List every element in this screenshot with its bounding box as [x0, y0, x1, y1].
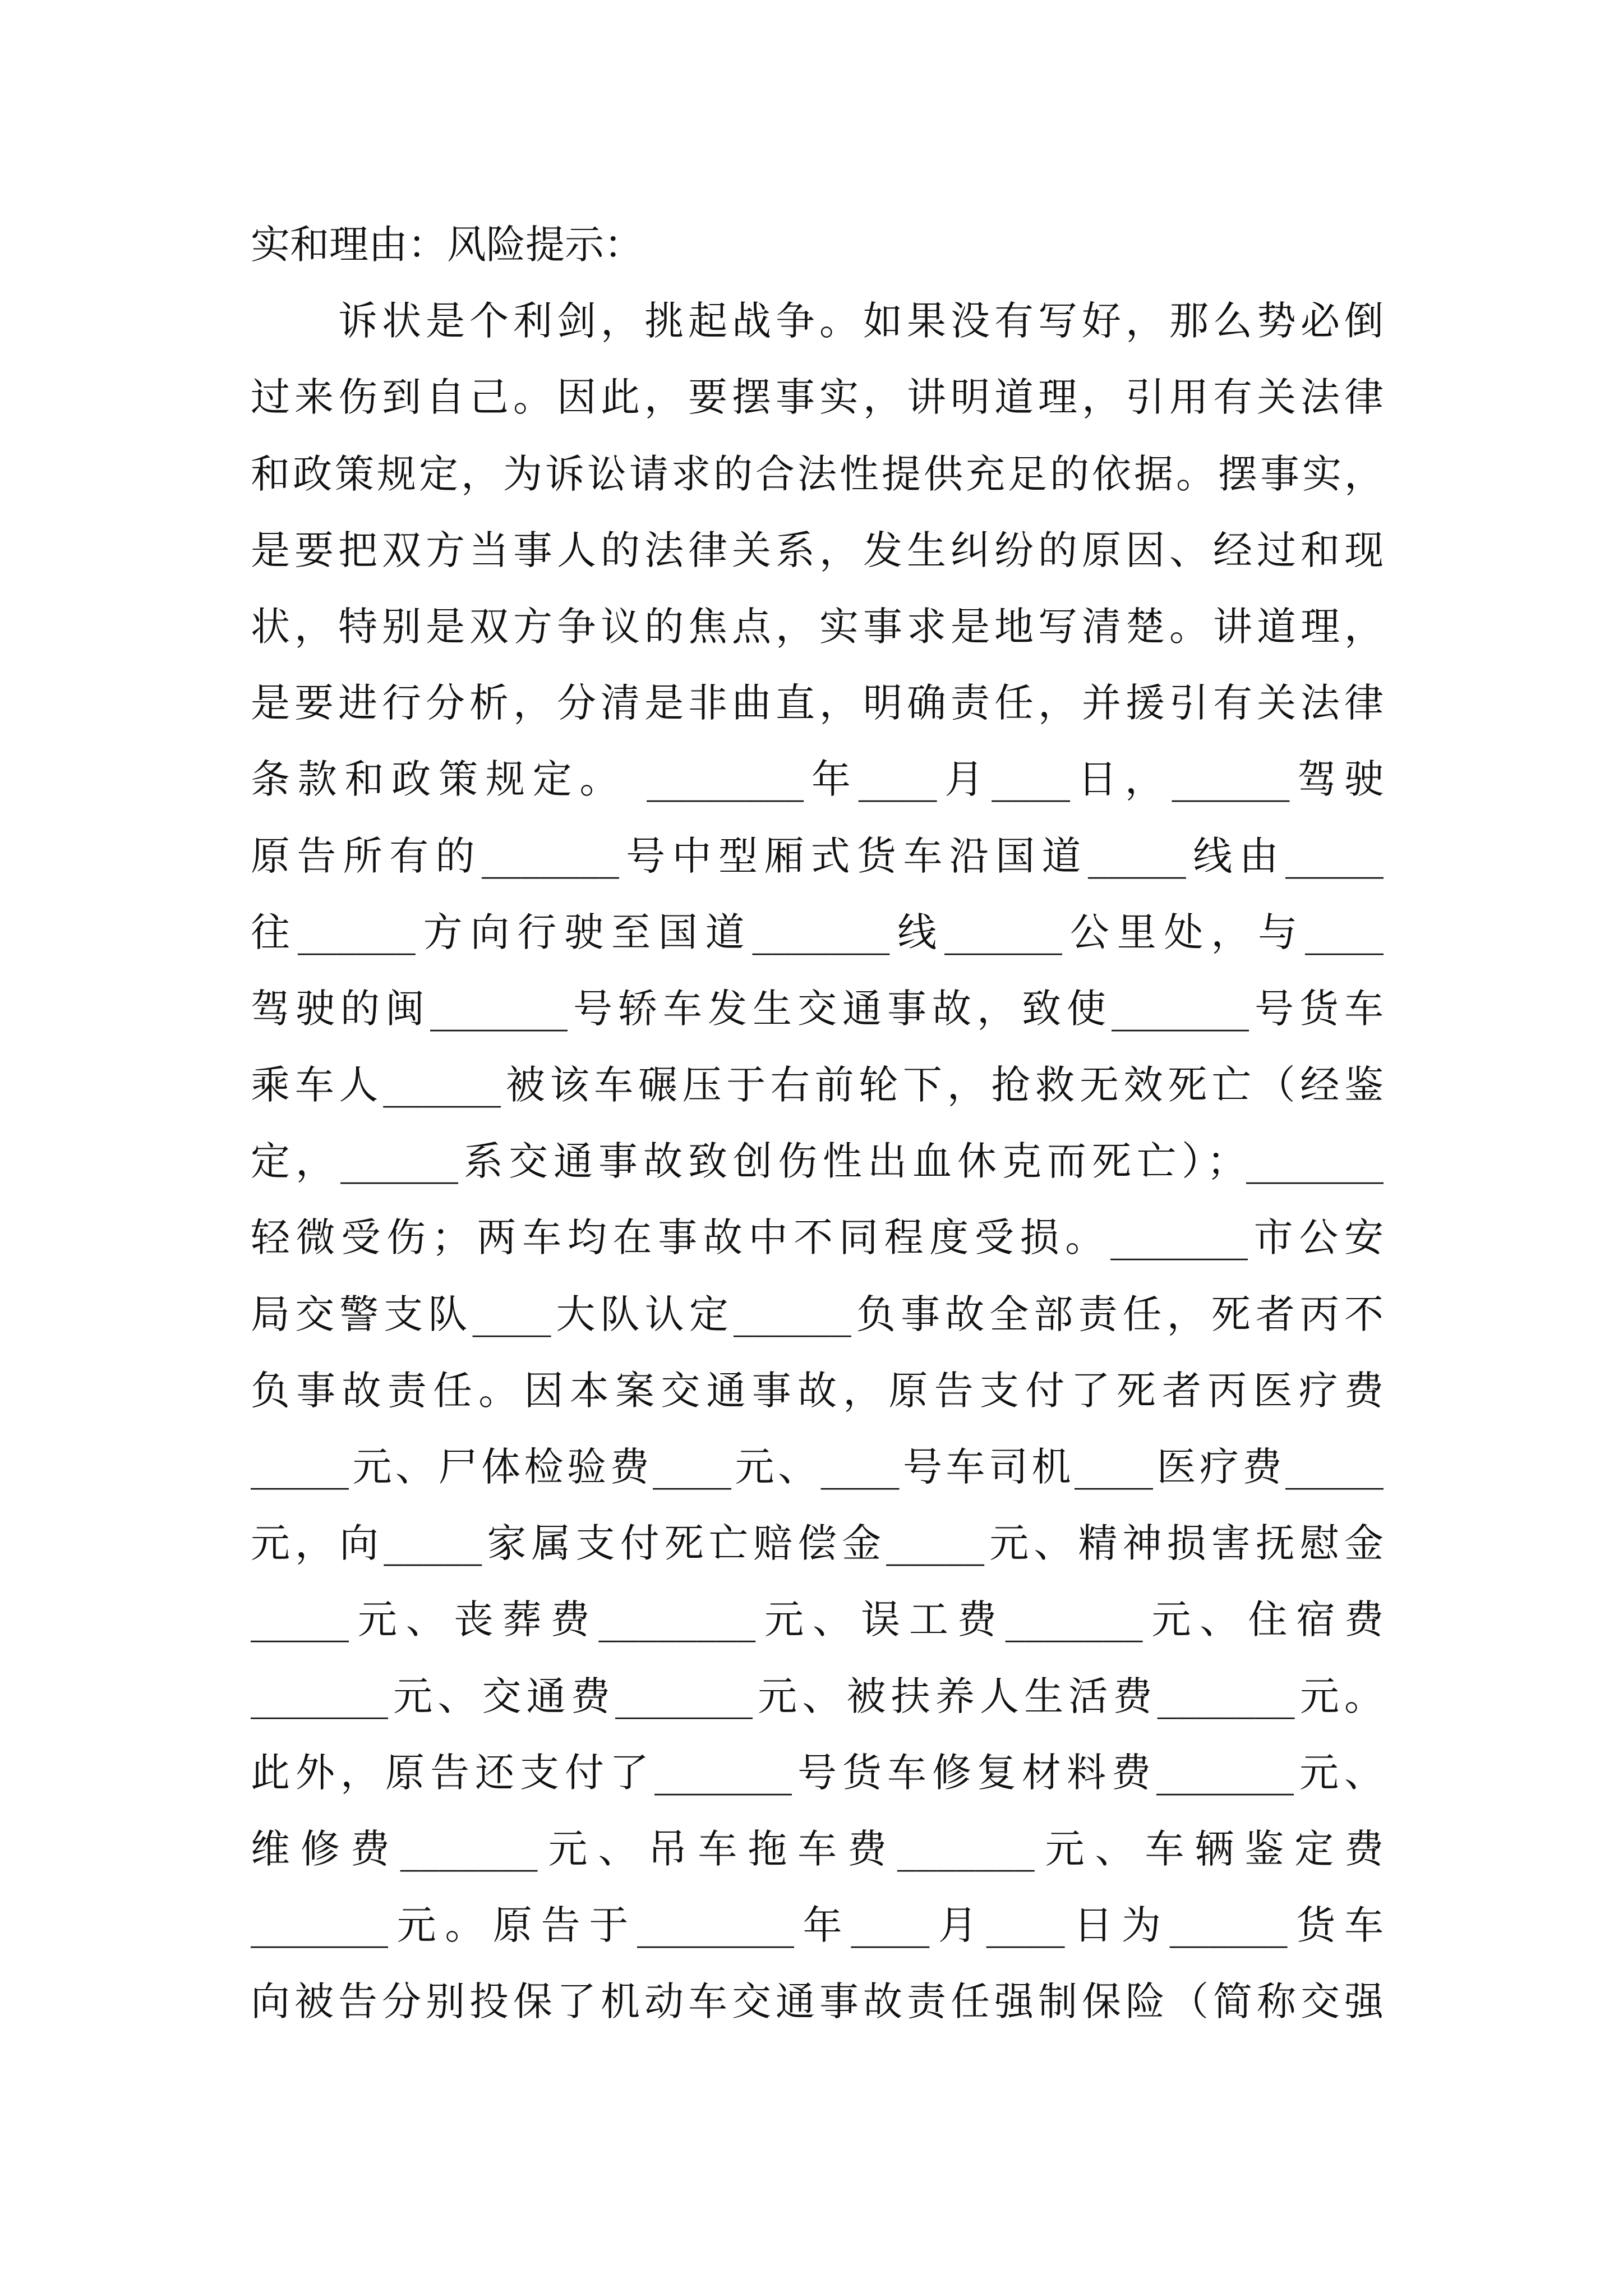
text-line: 是要把双方当事人的法律关系，发生纠纷的原因、经过和现 [251, 527, 1384, 573]
text-line: 原告所有的_______号中型厢式货车沿国道_____线由_____ [251, 832, 1384, 879]
text-line: 向被告分别投保了机动车交通事故责任强制保险（简称交强 [251, 1978, 1384, 2025]
text-line: 实和理由：风险提示： [251, 222, 643, 268]
text-line: 定，______系交通事故致创伤性出血休克而死亡）；_______ [251, 1138, 1384, 1185]
text-line: 局交警支队____大队认定______负事故全部责任，死者丙不 [251, 1291, 1384, 1337]
text-line: 驾驶的闽_______号轿车发生交通事故，致使_______号货车 [251, 985, 1384, 1032]
text-line: 元，向_____家属支付死亡赔偿金_____元、精神损害抚慰金 [251, 1520, 1384, 1567]
text-line: _____元、尸体检验费____元、____号车司机____医疗费_____ [251, 1444, 1384, 1490]
text-line: _____元、丧葬费________元、误工费_______元、住宿费 [251, 1596, 1384, 1643]
text-line: 负事故责任。因本案交通事故，原告支付了死者丙医疗费 [251, 1367, 1384, 1414]
text-line: 是要进行分析，分清是非曲直，明确责任，并援引有关法律 [251, 680, 1384, 726]
text-line: 诉状是个利剑，挑起战争。如果没有写好，那么势必倒 [251, 298, 1384, 344]
text-line: 过来伤到自己。因此，要摆事实，讲明道理，引用有关法律 [251, 374, 1384, 421]
text-line: 往______方向行驶至国道_______线______公里处，与____ [251, 909, 1384, 955]
document-body [251, 206, 1384, 2040]
text-line: 条款和政策规定。 ________年____月____日，______驾驶 [251, 756, 1384, 803]
text-line: _______元、交通费_______元、被扶养人生活费_______元。 [251, 1673, 1384, 1719]
text-line: 轻微受伤；两车均在事故中不同程度受损。_______市公安 [251, 1214, 1384, 1261]
text-line: 状，特别是双方争议的焦点，实事求是地写清楚。讲道理， [251, 603, 1384, 650]
text-line: 和政策规定，为诉讼请求的合法性提供充足的依据。摆事实， [251, 450, 1384, 497]
text-line: 维修费_______元、吊车拖车费_______元、车辆鉴定费 [251, 1825, 1384, 1872]
text-line: 此外，原告还支付了_______号货车修复材料费_______元、 [251, 1749, 1384, 1796]
text-line: _______元。原告于________年____月____日为______货车 [251, 1902, 1384, 1949]
text-line: 乘车人______被该车碾压于右前轮下，抢救无效死亡（经鉴 [251, 1062, 1384, 1108]
